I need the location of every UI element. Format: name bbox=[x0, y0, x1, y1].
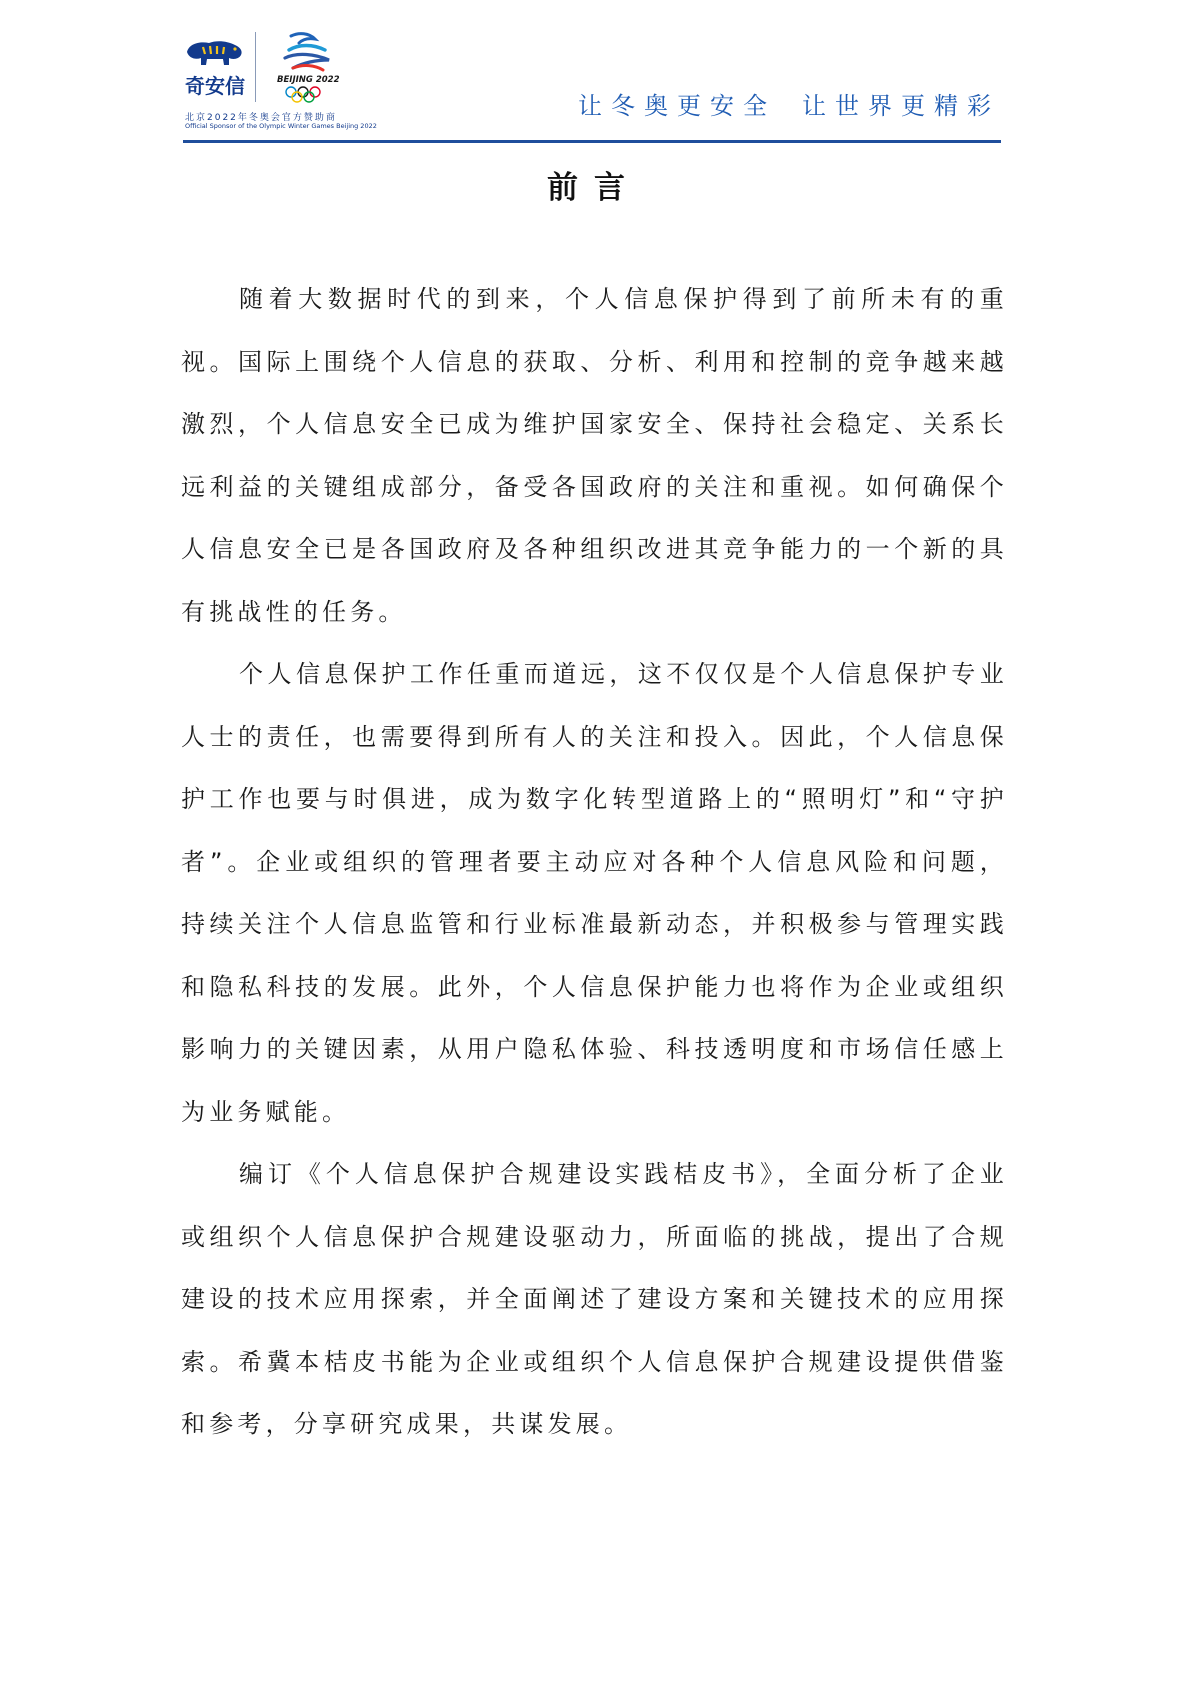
brand-name: 奇安信 bbox=[185, 74, 245, 98]
paragraph-2: 个人信息保护工作任重而道远，这不仅仅是个人信息保护专业人士的责任，也需要得到所有人的关注和投入。因此，个人信息保护工作也要与时俱进，成为数字化转型道路上的“照明灯”和“守护者”。企业或组织的管理者要主动应对各种个人信息风险和问题，持续关注个人信息监管和行业标准最新动态，并积极参与管理实践和隐私科技的发展。此外，个人信息保护能力也将作为企业或组织影响力的关键因素，从用户隐私体验、科技透明度和市场信任感上为业务赋能。 bbox=[181, 660, 1008, 1126]
sponsor-logo-block bbox=[183, 30, 377, 130]
beijing-2022-emblem-icon bbox=[269, 30, 345, 105]
sponsor-caption-cn: 北京2022年冬奥会官方赞助商 bbox=[185, 113, 337, 123]
paragraph-1: 随着大数据时代的到来，个人信息保护得到了前所未有的重视。国际上围绕个人信息的获取、分析、利用和控制的竞争越来越激烈，个人信息安全已成为维护国家安全、保持社会稳定、关系长远利益的关键组成部分，备受各国政府的关注和重视。如何确保个人信息安全已是各国政府及各种组织改进其竞争能力的一个新的具有挑战性的任务。 bbox=[181, 285, 1008, 626]
sponsor-caption-en: Official Sponsor of the Olympic Winter Games Beijing 2022 bbox=[185, 122, 377, 130]
emblem-text: BEIJING 2022 bbox=[277, 75, 340, 85]
page-title: 前言 bbox=[547, 170, 641, 206]
header-slogan bbox=[578, 86, 1000, 121]
header-divider-line bbox=[183, 140, 1001, 143]
paragraph-3: 编订《个人信息保护合规建设实践桔皮书》，全面分析了企业或组织个人信息保护合规建设驱动力，所面临的挑战，提出了合规建设的技术应用探索，并全面阐述了建设方案和关键技术的应用探索。希冀本桔皮书能为企业或组织个人信息保护合规建设提供借鉴和参考，分享研究成果，共谋发展。 bbox=[181, 1160, 1008, 1438]
slogan-part-1: 让冬奥更安全 bbox=[578, 92, 776, 120]
document-body bbox=[181, 268, 1008, 1456]
logo-divider bbox=[255, 32, 256, 102]
slogan-part-2: 让世界更精彩 bbox=[802, 92, 1000, 120]
page-header bbox=[0, 0, 1188, 150]
qianxin-tiger-logo-icon bbox=[183, 38, 245, 68]
